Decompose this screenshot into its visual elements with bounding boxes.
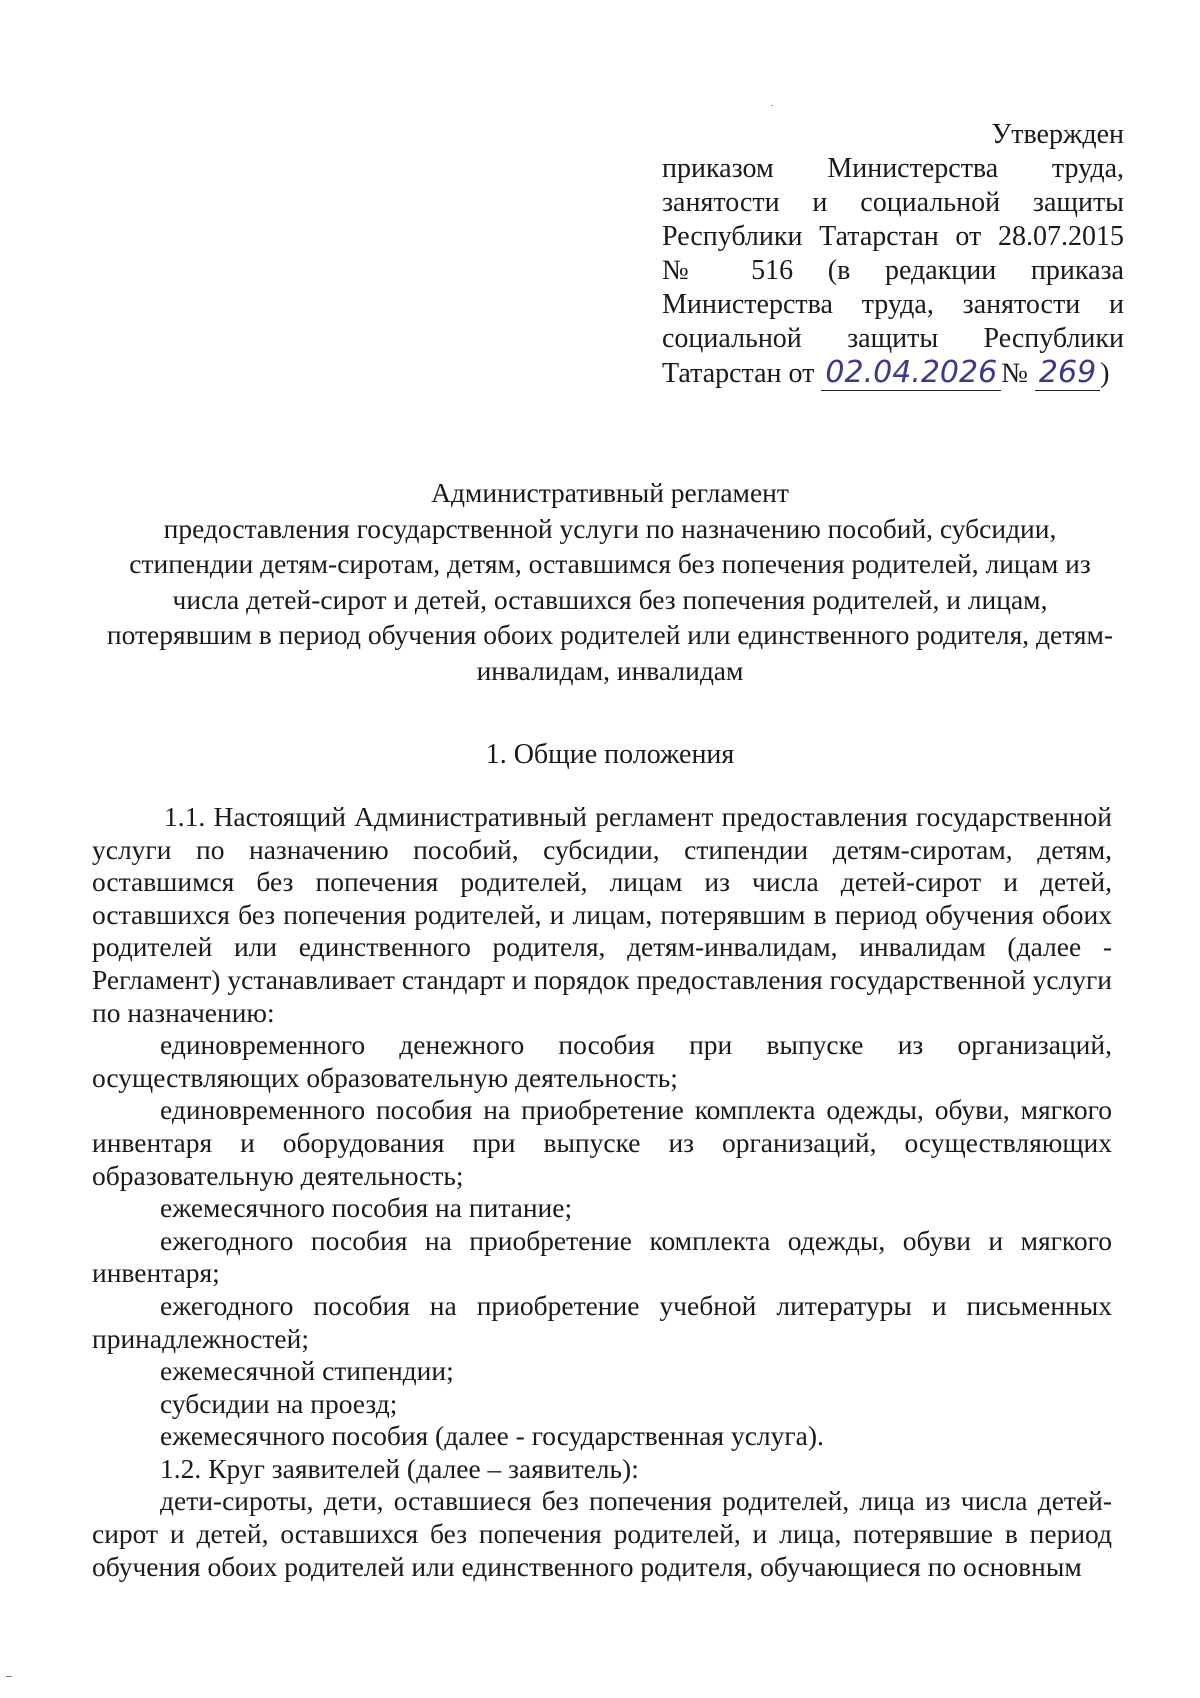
list-item: единовременного денежного пособия при выпуске из организаций, осуществляющих образовательную деятельность; [92,1029,1112,1093]
title-rest: предоставления государственной услуги по назначению пособий, субсидии, стипендии детям-сиротам, детям, оставшимся без попечения родителей, лицам из числа детей-сирот и детей, оставшихся без попечения родителей, и лицам, потерявшим в период обучения обоих родителей или единственного родителя, детям-инвалидам, инвалидам [106,512,1114,686]
section-heading: 1. Общие положения [485,739,735,770]
list-item: ежемесячного пособия на питание; [160,1192,573,1224]
paragraph-1-1: 1.1. Настоящий Административный регламент предоставления государственной услуги по назначению пособий, субсидии, стипендии детям-сиротам, детям, оставшимся без попечения родителей, лицам из числа детей-сирот и детей, оставшихся без попечения родителей, и лицам, потерявшим в период обучения обоих родителей или единственного родителя, детям-инвалидам, инвалидам (далее - Регламент) устанавливает стандарт и порядок предоставления государственной услуги по назначению: [92,801,1112,1028]
list-item: ежегодного пособия на приобретение комплекта одежды, обуви и мягкого инвентаря; [92,1224,1112,1289]
title-line1: Административный регламент [431,477,789,508]
list-item: ежемесячного пособия (далее - государственная услуга). [160,1420,824,1452]
paragraph-applicants: дети-сироты, дети, оставшиеся без попечения родителей, лица из числа детей-сирот и детей, оставшихся без попечения родителей, и лица, потерявшие в период обучения обоих родителей или единственного родителя, обучающиеся по основным [92,1485,1112,1582]
document-title [100,475,1120,688]
scan-speck [771,105,773,106]
body-text [92,801,1112,1583]
list-item: ежегодного пособия на приобретение учебной литературы и письменных принадлежностей; [92,1289,1112,1354]
approval-last-line [662,356,1124,391]
handwritten-date: 02.04.2026 [821,355,1001,391]
list-item: единовременного пособия на приобретение комплекта одежды, обуви, мягкого инвентаря и оборудования при выпуске из организаций, осуществляющих образовательную деятельность; [92,1094,1112,1191]
number-sign: № [1001,358,1028,389]
approval-block [662,118,1124,391]
list-item: ежемесячной стипендии; [160,1355,454,1387]
handwritten-number: 269 [1035,355,1100,391]
approval-last-prefix: Татарстан от [662,358,815,389]
approval-closing: ) [1100,358,1110,389]
list-item: субсидии на проезд; [160,1387,398,1419]
approval-heading: Утвержден [991,119,1124,150]
paragraph-1-2: 1.2. Круг заявителей (далее – заявитель): [160,1452,639,1484]
approval-text: приказом Министерства труда, занятости и социальной защиты Республики Татарстан от 28.07.2015 № 516 (в редакции приказа Министерства труда, занятости и социальной защиты Республики [662,153,1124,354]
scan-margin-mark [6,1676,12,1677]
